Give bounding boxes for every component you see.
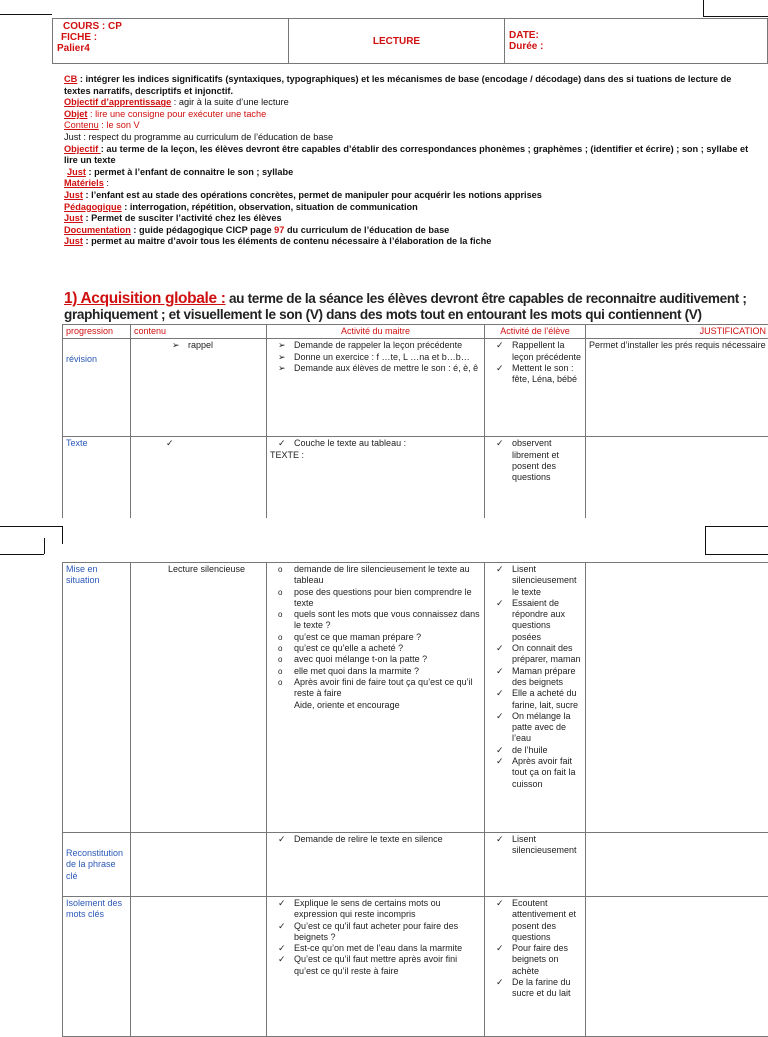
just2-label: Just (67, 167, 86, 177)
list-item: ✓ On mélange la patte avec de l’eau (494, 711, 582, 745)
crop-mark (44, 538, 45, 554)
list-item: ✓ Ecoutent attentivement et posent des questions (494, 898, 582, 943)
obj-app-line (64, 97, 754, 109)
crop-mark (0, 554, 44, 555)
just5-label: Just (64, 236, 83, 246)
cb-line (64, 74, 754, 97)
crop-mark (62, 526, 63, 544)
maitre-cell (267, 339, 485, 437)
col-header-justification: JUSTIFICATION (586, 325, 768, 339)
progression-cell: Isolement des mots clés (63, 897, 131, 1037)
table-row (63, 897, 768, 1037)
materiels-line (64, 178, 754, 190)
contenu-cell (131, 833, 267, 897)
lesson-table-page-2 (62, 562, 768, 1037)
list-item: ✓ Maman prépare des beignets (494, 666, 582, 689)
col-header-contenu: contenu (131, 325, 267, 339)
just2-text: : permet à l’enfant de connaitre le son ; syllabe (86, 167, 293, 177)
table-row (63, 563, 768, 833)
objet-label: Objet (64, 109, 87, 119)
maitre-cell (267, 563, 485, 833)
just4-label: Just (64, 213, 83, 223)
palier-label: Palier4 (57, 43, 284, 54)
progression-cell: révision (63, 339, 131, 437)
eleve-cell (485, 339, 586, 437)
list-item: o pose des questions pour bien comprendre le texte (276, 587, 481, 610)
just4-line (64, 213, 754, 225)
list-item: ✓ Qu’est ce qu’il faut acheter pour faire des beignets ? (276, 921, 481, 944)
crop-mark (0, 14, 52, 15)
table-header-row (63, 325, 768, 339)
doc-text-a: : guide pédagogique CICP page (131, 225, 274, 235)
crop-mark (0, 526, 62, 527)
header-left (53, 19, 289, 64)
list-item: o avec quoi mélange t-on la patte ? (276, 654, 481, 665)
list-item: ✓ Elle a acheté du farine, lait, sucre (494, 688, 582, 711)
col-header-maitre: Activité du maitre (267, 325, 485, 339)
list-item: o elle met quoi dans la marmite ? (276, 666, 481, 677)
just1-line: Just : respect du programme au curriculum de l’éducation de base (64, 132, 754, 144)
table-row (63, 339, 768, 437)
list-item: o qu’est ce qu’elle a acheté ? (276, 643, 481, 654)
page-gap (0, 518, 768, 548)
list-item: ✓ Est-ce qu’on met de l’eau dans la marmite (276, 943, 481, 954)
just2-line (64, 167, 754, 179)
eleve-cell (485, 833, 586, 897)
just3-label: Just (64, 190, 83, 200)
materiels-text: : (104, 178, 109, 188)
just5-line (64, 236, 754, 248)
crop-mark (703, 16, 768, 17)
eleve-cell (485, 437, 586, 523)
list-item: ✓ Lisent silencieusement le texte (494, 564, 582, 598)
eleve-cell (485, 563, 586, 833)
lesson-table-page-1 (62, 324, 768, 523)
table-row (63, 833, 768, 897)
list-item: ✓ De la farine du sucre et du lait (494, 977, 582, 1000)
acquisition-heading: 1) Acquisition globale : (64, 290, 226, 307)
list-item: ✓ de l’huile (494, 745, 582, 756)
justification-cell (586, 563, 768, 833)
obj-app-label: Objectif d’apprentissage (64, 97, 171, 107)
list-item: o Après avoir fini de faire tout ça qu’est ce qu’il reste à faire (276, 677, 481, 700)
date-label: DATE: (509, 30, 763, 41)
duree-label: Durée : (509, 41, 763, 52)
header-table (52, 18, 768, 64)
justification-cell (586, 437, 768, 523)
cb-text: : intégrer les indices significatifs (syntaxiques, typographiques) et les mécanismes de base (encodage / décodage) dans des si tuations de lecture de textes narratifs, descriptifs et injonctif. (64, 74, 731, 96)
crop-mark (705, 544, 706, 554)
list-item: o demande de lire silencieusement le texte au tableau (276, 564, 481, 587)
acquisition-globale (64, 291, 754, 323)
course-label: COURS : CP (57, 21, 284, 32)
objet-line (64, 109, 754, 121)
contenu-cell (131, 339, 267, 437)
list-item: ✓ Couche le texte au tableau : (276, 438, 481, 449)
crop-mark (703, 0, 704, 16)
just5-text: : permet au maitre d’avoir tous les éléments de contenu nécessaire à l’élaboration de la fiche (83, 236, 491, 246)
justification-cell: Permet d’installer les prés requis nécessaire (586, 339, 768, 437)
progression-cell: Texte (63, 437, 131, 523)
header-title: LECTURE (289, 19, 505, 64)
list-item: ✓ Mettent le son : fête, Léna, bébé (494, 363, 582, 386)
contenu-cell: ✓ (131, 437, 267, 523)
crop-mark (705, 526, 706, 544)
list-item: ✓ observent librement et posent des questions (494, 438, 582, 483)
just3-line (64, 190, 754, 202)
aide-text: Aide, oriente et encourage (270, 700, 481, 711)
maitre-cell (267, 897, 485, 1037)
page-1 (0, 0, 768, 518)
contenu-text: : le son V (99, 120, 140, 130)
doc-line (64, 225, 754, 237)
just3-text: : l’enfant est au stade des opérations concrètes, permet de manipuler pour acquérir les notions apprises (83, 190, 542, 200)
list-item: ✓ Rappellent la leçon précédente (494, 340, 582, 363)
contenu-line (64, 120, 754, 132)
list-item: ✓ Pour faire des beignets on achète (494, 943, 582, 977)
doc-page: 97 (274, 225, 284, 235)
list-item: ✓ Lisent silencieusement (494, 834, 582, 857)
list-item: ➢ Demande aux élèves de mettre le son : é, è, ê (276, 363, 481, 374)
header-right (505, 19, 768, 64)
progression-cell: Reconstitution de la phrase clé (63, 833, 131, 897)
list-item: ✓ Après avoir fait tout ça on fait la cuisson (494, 756, 582, 790)
list-item: ➢ rappel (170, 340, 263, 351)
objectif-label: Objectif (64, 144, 101, 154)
objectif-text: : au terme de la leçon, les élèves devront être capables d’établir des correspondances phonèmes ; graphèmes ; (identifier et écrire) ; son ; syllabe et lire un texte (64, 144, 748, 166)
eleve-cell (485, 897, 586, 1037)
just4-text: : Permet de susciter l’activité chez les élèves (83, 213, 282, 223)
list-item: ✓ Qu’est ce qu’il faut mettre après avoir fini qu’est ce qu’il reste à faire (276, 954, 481, 977)
list-item: ✓ Demande de relire le texte en silence (276, 834, 481, 845)
acquisition-text: au terme de la séance les élèves devront être capables de reconnaitre auditivement ; graphiquement ; et visuellement le son (V) dans des mots tout en entourant les mots qui contiennent (V) (64, 291, 747, 322)
list-item: ➢ Demande de rappeler la leçon précédente (276, 340, 481, 351)
list-item: ✓ Explique le sens de certains mots ou expression qui reste incompris (276, 898, 481, 921)
peda-label: Pédagogique (64, 202, 122, 212)
contenu-cell: Lecture silencieuse (131, 563, 267, 833)
peda-line (64, 202, 754, 214)
justification-cell (586, 833, 768, 897)
cb-label: CB (64, 74, 77, 84)
doc-label: Documentation (64, 225, 131, 235)
peda-text: : interrogation, répétition, observation, situation de communication (122, 202, 418, 212)
objectif-line (64, 144, 754, 167)
list-item: o qu’est ce que maman prépare ? (276, 632, 481, 643)
col-header-progression: progression (63, 325, 131, 339)
list-item: ✓ Essaient de répondre aux questions posées (494, 598, 582, 643)
crop-mark (705, 526, 768, 527)
justification-cell (586, 897, 768, 1037)
table-row (63, 437, 768, 523)
fiche-label: FICHE : (57, 32, 284, 43)
crop-mark (705, 554, 768, 555)
list-item: ✓ On connait des préparer, maman (494, 643, 582, 666)
contenu-label: Contenu (64, 120, 99, 130)
maitre-cell (267, 437, 485, 523)
col-header-eleve: Activité de l’élève (485, 325, 586, 339)
texte-label: TEXTE : (270, 450, 481, 461)
objet-text: : lire une consigne pour exécuter une tache (87, 109, 266, 119)
doc-text-b: du curriculum de l’éducation de base (284, 225, 449, 235)
obj-app-text: : agir à la suite d’une lecture (171, 97, 288, 107)
progression-cell: Mise en situation (63, 563, 131, 833)
contenu-cell (131, 897, 267, 1037)
lesson-intro (64, 74, 754, 248)
maitre-cell (267, 833, 485, 897)
list-item: ➢ Donne un exercice : f …te, L …na et b…b… (276, 352, 481, 363)
materiels-label: Matériels (64, 178, 104, 188)
list-item: o quels sont les mots que vous connaissez dans le texte ? (276, 609, 481, 632)
